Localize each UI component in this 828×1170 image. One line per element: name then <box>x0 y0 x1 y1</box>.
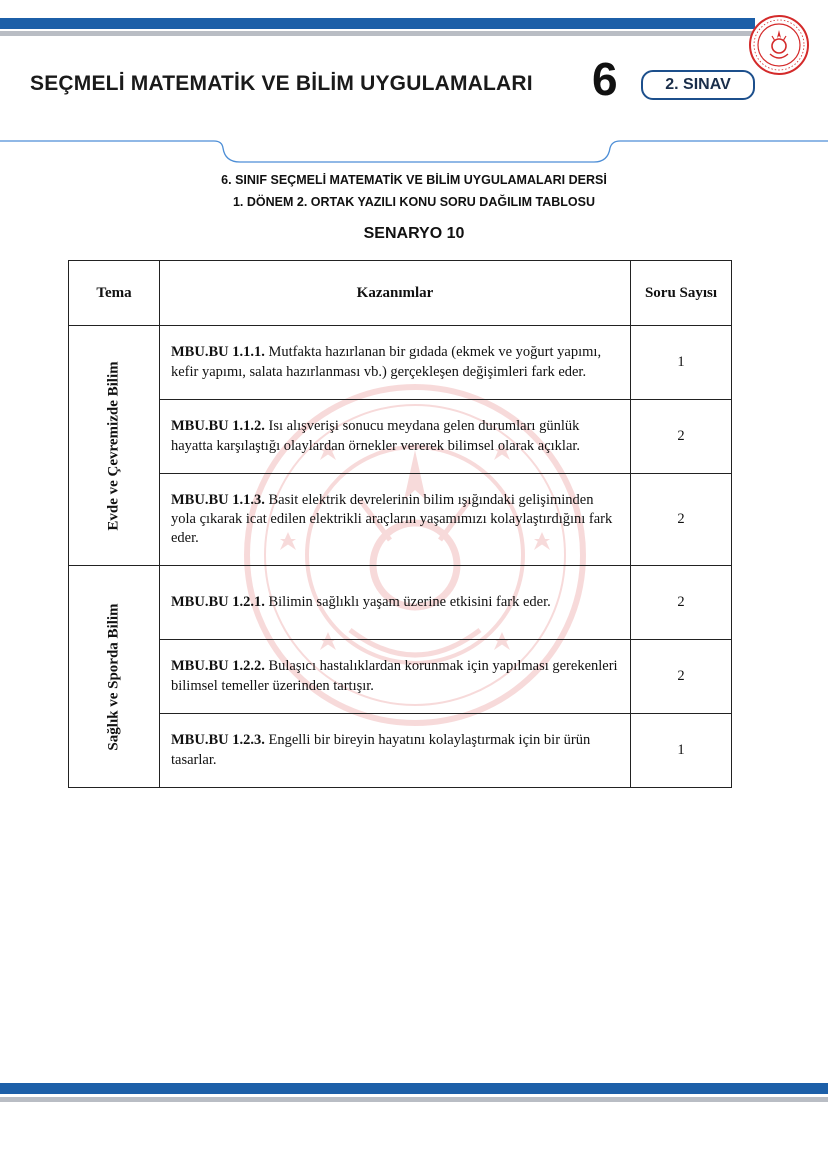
outcome-code: MBU.BU 1.1.3. <box>171 491 265 508</box>
exam-badge: 2. SINAV <box>641 70 755 100</box>
header-kazanimlar: Kazanımlar <box>160 261 631 326</box>
theme-cell <box>69 566 160 788</box>
question-count: 2 <box>631 474 732 566</box>
question-count: 1 <box>631 326 732 400</box>
table-row <box>69 714 732 788</box>
outcome-text: Bulaşıcı hastalıklardan korunmak için yapılması gerekenleri bilimsel temeller üzerinden tartışır. <box>171 658 618 694</box>
meb-seal-icon <box>748 14 810 76</box>
top-gray-stripe <box>0 31 752 36</box>
outcome-text: Isı alışverişi sonucu meydana gelen durumları günlük hayatta karşılaştığı olaylardan örnekler vererek bilimsel olarak açıklar. <box>171 418 581 454</box>
top-blue-stripe <box>0 18 755 29</box>
outcome-code: MBU.BU 1.2.1. <box>171 593 265 610</box>
document-heading-line1: 6. SINIF SEÇMELİ MATEMATİK VE BİLİM UYGULAMALARI DERSİ <box>221 173 607 187</box>
outcome-text: Bilimin sağlıklı yaşam üzerine etkisini fark eder. <box>264 593 551 610</box>
outcome-text: Engelli bir bireyin hayatını kolaylaştırmak için bir ürün tasarlar. <box>171 732 591 768</box>
grade-number: 6 <box>592 53 618 105</box>
question-count: 2 <box>631 640 732 714</box>
table-row <box>69 474 732 566</box>
outcome-code: MBU.BU 1.1.2. <box>171 418 265 435</box>
outcome-cell <box>160 474 631 566</box>
document-heading-line2: 1. DÖNEM 2. ORTAK YAZILI KONU SORU DAĞILIM TABLOSU <box>232 195 596 209</box>
bottom-gray-stripe <box>0 1097 828 1102</box>
outcome-cell <box>160 714 631 788</box>
question-count: 2 <box>631 566 732 640</box>
outcome-text: Mutfakta hazırlanan bir gıdada (ekmek ve yoğurt yapımı, kefir yapımı, salata hazırlanması vb.) gerçekleşen değişimleri fark eder. <box>171 344 602 380</box>
outcome-cell <box>160 326 631 400</box>
outcome-code: MBU.BU 1.2.3. <box>171 732 265 749</box>
theme-label: Sağlık ve Sporda Bilim <box>105 602 122 751</box>
table-row <box>69 640 732 714</box>
outcome-code: MBU.BU 1.2.2. <box>171 658 265 675</box>
theme-label: Evde ve Çevremizde Bilim <box>105 360 122 531</box>
table-row <box>69 566 732 640</box>
header-soru-sayisi: Soru Sayısı <box>631 261 732 326</box>
scenario-title: SENARYO 10 <box>363 225 465 242</box>
question-count: 2 <box>631 400 732 474</box>
header-tema: Tema <box>69 261 160 326</box>
table-row <box>69 400 732 474</box>
theme-cell <box>69 326 160 566</box>
bottom-blue-stripe <box>0 1083 828 1094</box>
outcome-cell <box>160 640 631 714</box>
header-divider <box>0 138 828 168</box>
table-row <box>69 326 732 400</box>
outcome-code: MBU.BU 1.1.1. <box>171 344 265 361</box>
question-count: 1 <box>631 714 732 788</box>
outcome-text: Basit elektrik devrelerinin bilim ışığındaki gelişiminden yola çıkarak icat edilen elektrikli araçların yaşamımızı kolaylaştırdığını fark eder. <box>171 491 613 547</box>
page-title: SEÇMELİ MATEMATİK VE BİLİM UYGULAMALARI <box>30 72 533 95</box>
topic-distribution-table <box>68 260 732 788</box>
outcome-cell <box>160 566 631 640</box>
outcome-cell <box>160 400 631 474</box>
table-header-row <box>69 261 732 326</box>
